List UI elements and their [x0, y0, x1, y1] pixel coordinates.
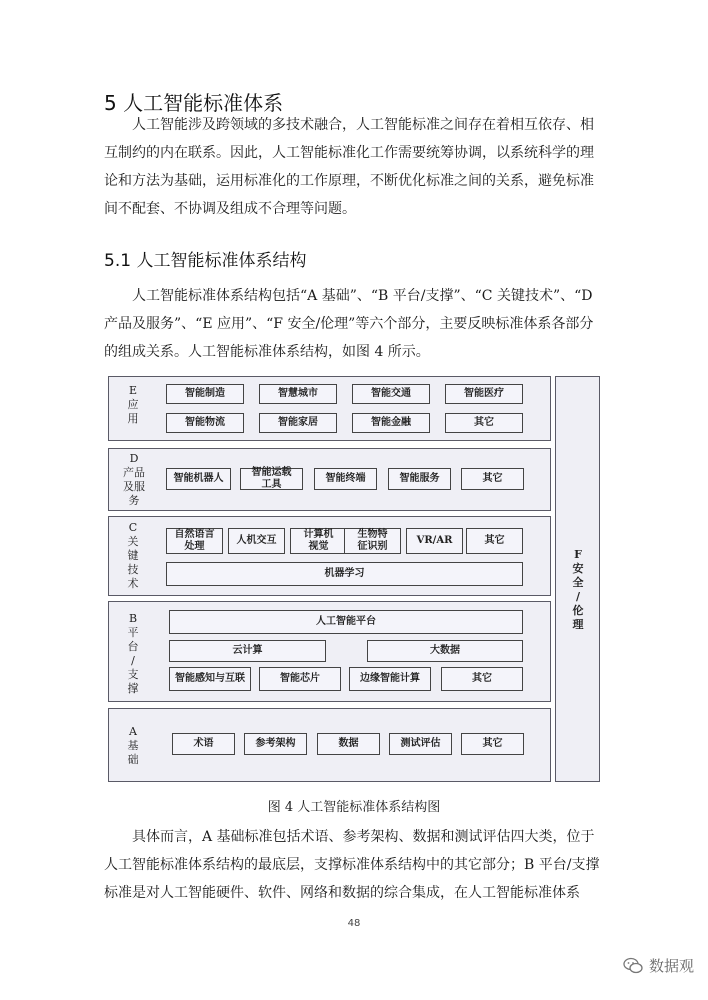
layer-d-label [120, 452, 148, 508]
layer-d-label-line: D [129, 452, 139, 465]
box-big-data: 大数据 [367, 640, 523, 662]
layer-a-label-line: A [129, 725, 137, 738]
box-other: 其它 [466, 528, 523, 554]
box-data: 数据 [317, 733, 380, 755]
section-heading: 5 人工智能标准体系 [104, 91, 284, 115]
layer-c-label-line: C [128, 521, 138, 534]
layer-e-label [120, 384, 146, 426]
layer-f-label-line: 全 [572, 576, 584, 589]
layer-e-label-line: E [128, 384, 138, 397]
box-other: 其它 [461, 733, 524, 755]
layer-a-label [120, 725, 146, 767]
box-reference-architecture: 参考架构 [244, 733, 307, 755]
box-smart-city: 智慧城市 [259, 384, 337, 404]
layer-b-label-line: / [131, 654, 135, 667]
box-biometrics: 生物特征识别 [344, 528, 401, 554]
layer-a-label-line: 础 [127, 753, 139, 766]
layer-c-label [120, 521, 146, 591]
subsection-heading: 5.1 人工智能标准体系结构 [104, 251, 307, 271]
layer-d-label-line: 产品 [123, 466, 145, 479]
layer-e-label-line: 用 [127, 412, 139, 425]
box-smart-transport: 智能交通 [352, 384, 430, 404]
layer-c-label-line: 关 [127, 535, 139, 548]
box-machine-learning: 机器学习 [166, 562, 523, 586]
box-other: 其它 [445, 413, 523, 433]
box-testing-evaluation: 测试评估 [389, 733, 452, 755]
box-smart-manufacturing: 智能制造 [166, 384, 244, 404]
box-smart-healthcare: 智能医疗 [445, 384, 523, 404]
layer-b-label [120, 612, 146, 696]
layer-f-label [565, 548, 591, 632]
layer-d-label-line: 及服 [123, 480, 145, 493]
box-intelligent-robot: 智能机器人 [166, 468, 231, 490]
layer-c-label-line: 术 [127, 577, 139, 590]
layer-f-label-line: 理 [572, 618, 584, 631]
watermark-text: 数据观 [648, 957, 694, 975]
layer-c-label-line: 技 [127, 563, 139, 576]
box-smart-finance: 智能金融 [352, 413, 430, 433]
box-cloud-computing: 云计算 [169, 640, 326, 662]
paragraph-intro-text: 人工智能涉及跨领域的多技术融合，人工智能标准之间存在着相互依存、相互制约的内在联系。因此，人工智能标准化工作需要统筹协调，以系统科学的理论和方法为基础，运用标准化的工作原理，不断优化标准之间的关系，避免标准间不配套、不协调及组成不合理等问题。 [104, 117, 594, 217]
box-ai-platform: 人工智能平台 [169, 610, 523, 634]
layer-b-label-line: 支 [127, 668, 139, 681]
box-smart-home: 智能家居 [259, 413, 337, 433]
box-vr-ar: VR/AR [406, 528, 463, 554]
box-edge-computing: 边缘智能计算 [349, 667, 431, 691]
box-intelligent-terminal: 智能终端 [314, 468, 377, 490]
box-intelligent-vehicle: 智能运载工具 [240, 468, 303, 490]
layer-f-label-line: / [575, 590, 581, 603]
box-other: 其它 [441, 667, 523, 691]
paragraph-detail-text: 具体而言，A 基础标准包括术语、参考架构、数据和测试评估四大类，位于人工智能标准体系结构的最底层，支撑标准体系结构中的其它部分；B 平台/支撑标准是对人工智能硬件、软件、网络和数据的综合集成，在人工智能标准体系 [104, 829, 600, 901]
figure-caption: 图 4 人工智能标准体系结构图 [267, 800, 441, 815]
layer-d-label-line: 务 [128, 494, 140, 507]
layer-f-label-line: 安 [572, 562, 584, 575]
wechat-icon [623, 957, 643, 975]
watermark [623, 955, 694, 976]
layer-b-label-line: B [128, 612, 138, 625]
box-hci: 人机交互 [228, 528, 285, 554]
box-nlp: 自然语言处理 [166, 528, 223, 554]
box-terminology: 术语 [172, 733, 235, 755]
box-computer-vision: 计算机视觉 [290, 528, 347, 554]
layer-f-label-line: 伦 [572, 604, 584, 617]
layer-c-label-line: 键 [127, 549, 139, 562]
page-number: 48 [347, 918, 361, 929]
box-other: 其它 [461, 468, 524, 490]
layer-b-label-line: 平 [127, 626, 139, 639]
layer-e-label-line: 应 [127, 398, 139, 411]
paragraph-detail [104, 823, 604, 907]
layer-f-label-line: F [574, 548, 582, 561]
box-perception-interconnect: 智能感知与互联 [169, 667, 251, 691]
box-smart-logistics: 智能物流 [166, 413, 244, 433]
paragraph-structure-text: 人工智能标准体系结构包括“A 基础”、“B 平台/支撑”、“C 关键技术”、“D 产品及服务”、“E 应用”、“F 安全/伦理”等六个部分，主要反映标准体系各部分的组成关系。人工智能标准体系结构，如图 4 所示。 [104, 288, 594, 360]
layer-a-label-line: 基 [127, 739, 139, 752]
layer-b-label-line: 台 [127, 640, 139, 653]
box-intelligent-service: 智能服务 [388, 468, 451, 490]
box-ai-chip: 智能芯片 [259, 667, 341, 691]
layer-b-label-line: 撑 [127, 682, 139, 695]
